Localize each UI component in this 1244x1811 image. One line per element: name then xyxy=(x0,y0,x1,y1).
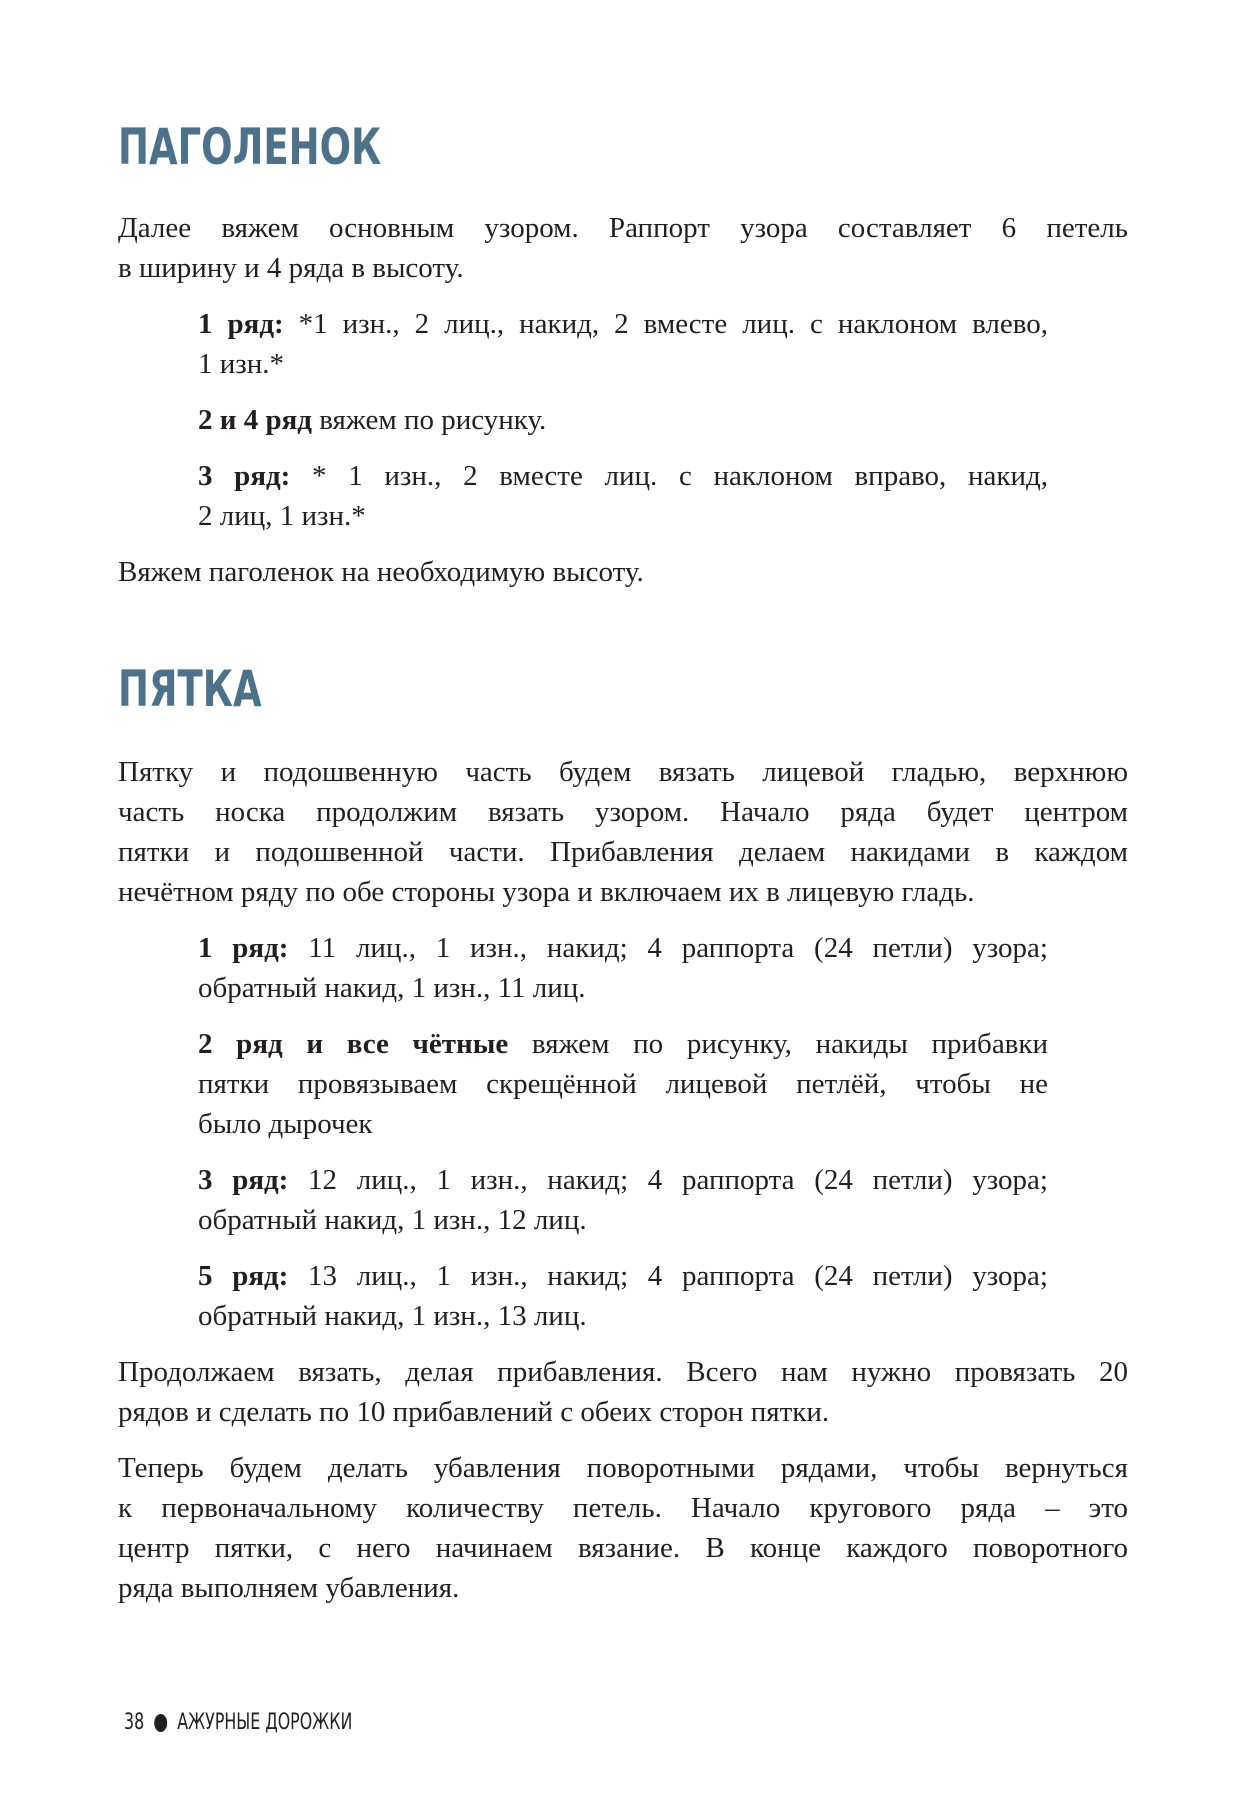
paragraph-decreases xyxy=(118,1448,1128,1608)
row-instruction-1-heel xyxy=(198,928,1048,1008)
row-instruction-5-heel xyxy=(198,1256,1048,1336)
row-label: 1 ряд: xyxy=(198,308,284,340)
row-text: обратный накид, 1 изн., 12 лиц. xyxy=(198,1204,587,1236)
paragraph-increases xyxy=(118,1352,1128,1432)
text-line: Вяжем паголенок на необходимую высоту. xyxy=(118,556,644,588)
row-instruction-3-heel xyxy=(198,1160,1048,1240)
row-instruction-2-4 xyxy=(198,400,1048,440)
text-line: часть носка продолжим вязать узором. Начало ряда будет центром xyxy=(118,796,1128,828)
row-text: 2 лиц, 1 изн.* xyxy=(198,500,366,532)
text-line: рядов и сделать по 10 прибавлений с обеих сторон пятки. xyxy=(118,1396,830,1428)
row-label: 3 ряд: xyxy=(198,1164,289,1196)
page-footer xyxy=(124,1710,352,1735)
text-line: Продолжаем вязать, делая прибавления. Всего нам нужно провязать 20 xyxy=(118,1356,1128,1388)
row-text: 1 изн.* xyxy=(198,348,284,380)
text-line: пятки и подошвенной части. Прибавления делаем накидами в каждом xyxy=(118,836,1128,868)
row-text: было дырочек xyxy=(198,1108,373,1140)
row-label: 1 ряд: xyxy=(198,932,289,964)
section-title-pagolenok: ПАГОЛЕНОК xyxy=(118,118,382,176)
row-instruction-even-heel xyxy=(198,1024,1048,1144)
row-text: 13 лиц., 1 изн., накид; 4 раппорта (24 петли) узора; xyxy=(288,1260,1048,1292)
row-label: 2 и 4 ряд xyxy=(198,404,312,436)
row-text: 11 лиц., 1 изн., накид; 4 раппорта (24 петли) узора; xyxy=(288,932,1048,964)
text-line: в ширину и 4 ряда в высоту. xyxy=(118,252,464,284)
page-number: 38 xyxy=(124,1710,145,1735)
row-label: 5 ряд: xyxy=(198,1260,289,1292)
row-text: 12 лиц., 1 изн., накид; 4 раппорта (24 петли) узора; xyxy=(288,1164,1048,1196)
text-line: к первоначальному количеству петель. Начало кругового ряда – это xyxy=(118,1492,1128,1524)
row-instruction-1 xyxy=(198,304,1048,384)
section-title-pyatka: ПЯТКА xyxy=(118,660,262,718)
text-line: Теперь будем делать убавления поворотными рядами, чтобы вернуться xyxy=(118,1452,1128,1484)
outro-paragraph-pagolenok xyxy=(118,552,1128,592)
text-line: центр пятки, с него начинаем вязание. В конце каждого поворотного xyxy=(118,1532,1128,1564)
row-text: обратный накид, 1 изн., 11 лиц. xyxy=(198,972,586,1004)
row-label: 3 ряд: xyxy=(198,460,291,492)
row-text: * 1 изн., 2 вместе лиц. с наклоном вправо, накид, xyxy=(290,460,1048,492)
book-title: АЖУРНЫЕ ДОРОЖКИ xyxy=(177,1710,353,1735)
text-line: ряда выполняем убавления. xyxy=(118,1572,460,1604)
row-text: пятки провязываем скрещённой лицевой петлёй, чтобы не xyxy=(198,1068,1048,1100)
intro-paragraph-pagolenok xyxy=(118,208,1128,288)
text-line: Пятку и подошвенную часть будем вязать лицевой гладью, верхнюю xyxy=(118,756,1128,788)
text-line: нечётном ряду по обе стороны узора и включаем их в лицевую гладь. xyxy=(118,876,975,908)
intro-paragraph-pyatka xyxy=(118,752,1128,912)
text-line: Далее вяжем основным узором. Раппорт узора составляет 6 петель xyxy=(118,212,1128,244)
row-label: 2 ряд и все чётные xyxy=(198,1028,509,1060)
row-instruction-3 xyxy=(198,456,1048,536)
row-text: *1 изн., 2 лиц., накид, 2 вместе лиц. с наклоном влево, xyxy=(283,308,1048,340)
row-text: вяжем по рисунку. xyxy=(311,404,547,436)
bullet-dot-icon xyxy=(154,1714,167,1732)
row-text: обратный накид, 1 изн., 13 лиц. xyxy=(198,1300,587,1332)
row-text: вяжем по рисунку, накиды прибавки xyxy=(508,1028,1048,1060)
